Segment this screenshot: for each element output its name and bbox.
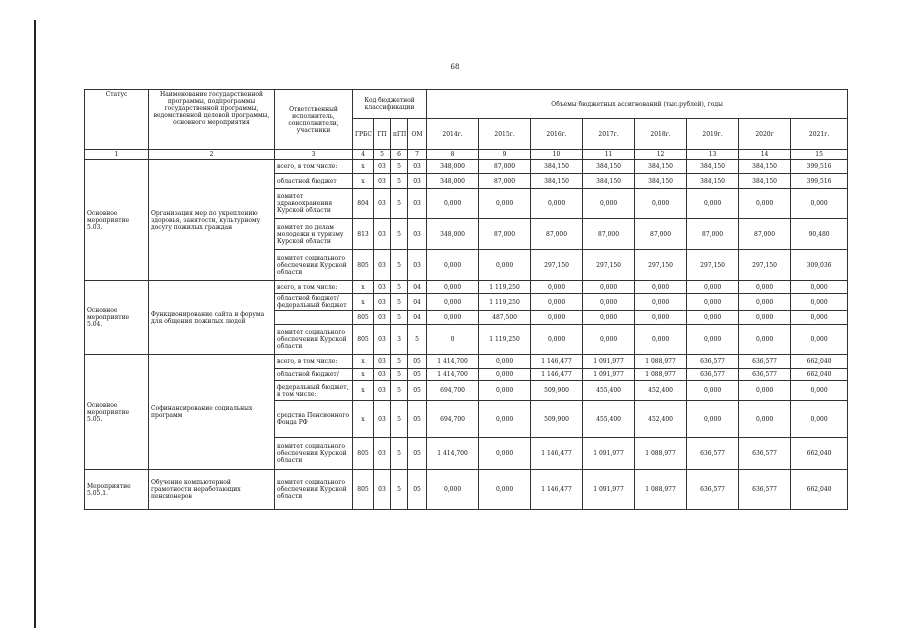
row-code-pgp: 5	[391, 401, 408, 438]
header-executor: Ответственный исполнитель, соисполнители, участники	[275, 90, 353, 150]
row-code-gp: 03	[374, 311, 391, 325]
row-executor: комитет здравоохранения Курской области	[275, 189, 353, 219]
row-value: 452,400	[635, 381, 687, 401]
row-value: 0,000	[635, 189, 687, 219]
row-status: Мероприятие 5.05.1.	[85, 470, 149, 510]
row-value: 0,000	[791, 401, 848, 438]
row-code-om: 5	[408, 325, 427, 355]
row-executor: всего, в том числе:	[275, 355, 353, 369]
column-number: 14	[739, 150, 791, 160]
row-value: 87,000	[635, 219, 687, 250]
row-value: 455,400	[583, 401, 635, 438]
row-value: 636,577	[687, 438, 739, 470]
row-value: 1 091,977	[583, 438, 635, 470]
row-value: 0,000	[687, 294, 739, 311]
row-value: 0,000	[739, 311, 791, 325]
row-value: 662,040	[791, 355, 848, 369]
row-code-om: 03	[408, 250, 427, 281]
header-year: 2014г.	[427, 119, 479, 150]
table-body	[85, 160, 848, 510]
row-executor	[275, 311, 353, 325]
row-value: 348,000	[427, 219, 479, 250]
header-year: 2020г	[739, 119, 791, 150]
row-code-grbs: 805	[353, 470, 374, 510]
row-executor: федеральный бюджет, в том числе:	[275, 381, 353, 401]
header-row-1	[85, 90, 848, 119]
row-executor: комитет по делам молодежи и туризму Курской области	[275, 219, 353, 250]
row-value: 384,150	[531, 160, 583, 174]
row-value: 1 146,477	[531, 470, 583, 510]
row-code-om: 04	[408, 294, 427, 311]
row-value: 0,000	[687, 381, 739, 401]
budget-table	[84, 89, 848, 510]
header-name: Наименование государственной программы, подпрограммы государственной программы, ведомственной целевой программы, основного мероприятия	[149, 90, 275, 150]
row-value: 0,000	[739, 294, 791, 311]
row-value: 636,577	[739, 438, 791, 470]
row-code-grbs: х	[353, 294, 374, 311]
row-code-gp: 03	[374, 369, 391, 381]
row-code-om: 05	[408, 355, 427, 369]
row-value: 0,000	[583, 325, 635, 355]
column-number: 6	[391, 150, 408, 160]
row-value: 0,000	[583, 311, 635, 325]
row-value: 0,000	[739, 189, 791, 219]
header-year: 2018г.	[635, 119, 687, 150]
row-value: 0,000	[687, 401, 739, 438]
row-value: 455,400	[583, 381, 635, 401]
row-value: 694,700	[427, 401, 479, 438]
row-executor: всего, в том числе:	[275, 160, 353, 174]
row-code-gp: 03	[374, 160, 391, 174]
row-value: 0,000	[479, 470, 531, 510]
row-code-grbs: 805	[353, 311, 374, 325]
row-code-pgp: 5	[391, 381, 408, 401]
header-year: 2017г.	[583, 119, 635, 150]
row-value: 297,150	[687, 250, 739, 281]
header-year: 2019г.	[687, 119, 739, 150]
row-program-name: Софинансирование социальных программ	[149, 355, 275, 470]
row-value: 1 414,700	[427, 438, 479, 470]
row-code-grbs: 805	[353, 438, 374, 470]
row-code-pgp: 5	[391, 470, 408, 510]
header-year: 2016г.	[531, 119, 583, 150]
row-value: 636,577	[687, 369, 739, 381]
row-executor: комитет социального обеспечения Курской области	[275, 250, 353, 281]
row-value: 87,000	[479, 174, 531, 189]
row-code-pgp: 5	[391, 369, 408, 381]
row-code-pgp: 5	[391, 250, 408, 281]
row-value: 0,000	[427, 311, 479, 325]
row-value: 399,516	[791, 174, 848, 189]
row-code-pgp: 5	[391, 174, 408, 189]
row-code-grbs: 813	[353, 219, 374, 250]
row-value: 297,150	[739, 250, 791, 281]
row-value: 1 088,977	[635, 369, 687, 381]
row-code-gp: 03	[374, 281, 391, 294]
row-code-grbs: х	[353, 401, 374, 438]
column-number: 2	[149, 150, 275, 160]
row-executor: комитет социального обеспечения Курской области	[275, 325, 353, 355]
row-value: 384,150	[635, 174, 687, 189]
row-value: 662,040	[791, 369, 848, 381]
row-executor: комитет социального обеспечения Курской области	[275, 470, 353, 510]
row-value: 384,150	[739, 160, 791, 174]
row-executor: комитет социального обеспечения Курской области	[275, 438, 353, 470]
row-value: 0,000	[531, 189, 583, 219]
row-code-grbs: х	[353, 355, 374, 369]
row-value: 1 088,977	[635, 438, 687, 470]
row-value: 0,000	[479, 438, 531, 470]
row-value: 636,577	[739, 369, 791, 381]
row-code-om: 05	[408, 438, 427, 470]
row-value: 384,150	[687, 174, 739, 189]
row-value: 384,150	[635, 160, 687, 174]
row-code-gp: 03	[374, 438, 391, 470]
row-code-pgp: 5	[391, 281, 408, 294]
row-code-om: 05	[408, 381, 427, 401]
column-number: 1	[85, 150, 149, 160]
row-code-gp: 03	[374, 219, 391, 250]
row-value: 0,000	[687, 325, 739, 355]
row-executor: областной бюджет/ федеральный бюджет	[275, 294, 353, 311]
page-number: 68	[450, 63, 460, 71]
column-number: 10	[531, 150, 583, 160]
row-code-gp: 03	[374, 250, 391, 281]
row-code-gp: 03	[374, 355, 391, 369]
row-value: 0,000	[479, 355, 531, 369]
column-number: 4	[353, 150, 374, 160]
row-value: 309,036	[791, 250, 848, 281]
row-code-grbs: х	[353, 369, 374, 381]
row-value: 0,000	[635, 281, 687, 294]
row-code-grbs: 805	[353, 325, 374, 355]
row-executor: областной бюджет	[275, 174, 353, 189]
row-code-om: 03	[408, 174, 427, 189]
row-value: 348,000	[427, 174, 479, 189]
row-value: 0,000	[479, 381, 531, 401]
row-value: 87,000	[479, 160, 531, 174]
row-code-pgp: 5	[391, 160, 408, 174]
row-value: 87,000	[531, 219, 583, 250]
row-executor: областной бюджет/	[275, 369, 353, 381]
row-value: 0,000	[791, 281, 848, 294]
row-code-om: 03	[408, 219, 427, 250]
header-budget-code: Код бюджетной классификации	[353, 90, 427, 119]
row-code-om: 04	[408, 281, 427, 294]
header-code: пГП	[391, 119, 408, 150]
row-value: 297,150	[635, 250, 687, 281]
row-value: 399,516	[791, 160, 848, 174]
column-number: 9	[479, 150, 531, 160]
row-value: 0,000	[791, 381, 848, 401]
row-value: 0,000	[791, 294, 848, 311]
header-code: ОМ	[408, 119, 427, 150]
row-code-grbs: 804	[353, 189, 374, 219]
row-program-name: Организация мер по укреплению здоровья, занятости, культурному досугу пожилых граждан	[149, 160, 275, 281]
row-value: 0,000	[739, 281, 791, 294]
row-value: 1 119,250	[479, 325, 531, 355]
row-value: 487,500	[479, 311, 531, 325]
row-executor: средства Пенсионного Фонда РФ	[275, 401, 353, 438]
row-value: 384,150	[583, 174, 635, 189]
row-value: 0,000	[635, 294, 687, 311]
row-value: 1 088,977	[635, 355, 687, 369]
row-status: Основное мероприятие 5.05.	[85, 355, 149, 470]
row-code-gp: 03	[374, 294, 391, 311]
column-number-row	[85, 150, 848, 160]
row-code-pgp: 5	[391, 294, 408, 311]
row-value: 1 146,477	[531, 369, 583, 381]
table-row	[85, 281, 848, 294]
row-value: 1 146,477	[531, 438, 583, 470]
row-code-pgp: 5	[391, 189, 408, 219]
row-status: Основное мероприятие 5.03.	[85, 160, 149, 281]
row-value: 1 088,977	[635, 470, 687, 510]
row-value: 87,000	[583, 219, 635, 250]
row-value: 384,150	[687, 160, 739, 174]
row-code-om: 04	[408, 311, 427, 325]
row-value: 0,000	[531, 294, 583, 311]
row-value: 636,577	[739, 470, 791, 510]
row-value: 0,000	[427, 281, 479, 294]
row-value: 694,700	[427, 381, 479, 401]
column-number: 13	[687, 150, 739, 160]
row-value: 1 091,977	[583, 369, 635, 381]
row-value: 384,150	[739, 174, 791, 189]
column-number: 7	[408, 150, 427, 160]
row-code-pgp: 5	[391, 355, 408, 369]
row-value: 0,000	[427, 250, 479, 281]
row-value: 0,000	[583, 189, 635, 219]
row-value: 662,040	[791, 438, 848, 470]
row-value: 0,000	[635, 311, 687, 325]
row-value: 1 146,477	[531, 355, 583, 369]
row-value: 0,000	[687, 189, 739, 219]
row-value: 0,000	[687, 281, 739, 294]
row-code-om: 05	[408, 401, 427, 438]
row-value: 636,577	[687, 470, 739, 510]
row-value: 0,000	[479, 189, 531, 219]
row-program-name: Функционирование сайта и форума для общения пожилых людей	[149, 281, 275, 355]
column-number: 5	[374, 150, 391, 160]
row-code-gp: 03	[374, 381, 391, 401]
row-value: 509,900	[531, 381, 583, 401]
header-allocations: Объемы бюджетных ассигнований (тыс.рублей), годы	[427, 90, 848, 119]
binding-line	[34, 20, 36, 628]
row-value: 384,150	[531, 174, 583, 189]
row-value: 509,900	[531, 401, 583, 438]
row-code-pgp: 5	[391, 219, 408, 250]
row-value: 0,000	[427, 470, 479, 510]
row-executor: всего, в том числе:	[275, 281, 353, 294]
row-value: 1 091,977	[583, 470, 635, 510]
row-value: 0,000	[583, 281, 635, 294]
row-value: 1 414,700	[427, 355, 479, 369]
row-value: 1 119,250	[479, 294, 531, 311]
row-code-om: 05	[408, 470, 427, 510]
row-value: 297,150	[531, 250, 583, 281]
row-value: 90,480	[791, 219, 848, 250]
row-program-name: Обучение компьютерной грамотности неработающих пенсионеров	[149, 470, 275, 510]
table-row	[85, 160, 848, 174]
row-value: 348,000	[427, 160, 479, 174]
row-value: 0,000	[479, 369, 531, 381]
row-value: 0,000	[583, 294, 635, 311]
row-value: 87,000	[687, 219, 739, 250]
row-value: 0,000	[791, 311, 848, 325]
row-value: 87,000	[739, 219, 791, 250]
row-code-gp: 03	[374, 401, 391, 438]
header-year: 2015г.	[479, 119, 531, 150]
row-code-grbs: х	[353, 281, 374, 294]
column-number: 3	[275, 150, 353, 160]
row-code-pgp: 5	[391, 311, 408, 325]
header-year: 2021г.	[791, 119, 848, 150]
row-value: 636,577	[687, 355, 739, 369]
row-value: 662,040	[791, 470, 848, 510]
row-value: 87,000	[479, 219, 531, 250]
table-row	[85, 355, 848, 369]
row-value: 0,000	[427, 189, 479, 219]
row-value: 0,000	[739, 325, 791, 355]
row-value: 1 414,700	[427, 369, 479, 381]
row-value: 0,000	[479, 401, 531, 438]
row-value: 0,000	[531, 325, 583, 355]
row-value: 1 091,977	[583, 355, 635, 369]
row-value: 384,150	[583, 160, 635, 174]
row-value: 0,000	[635, 325, 687, 355]
row-value: 0,000	[531, 311, 583, 325]
row-value: 0,000	[739, 401, 791, 438]
row-value: 1 119,250	[479, 281, 531, 294]
row-code-gp: 03	[374, 174, 391, 189]
table-row	[85, 470, 848, 510]
row-value: 452,400	[635, 401, 687, 438]
row-value: 0,000	[791, 325, 848, 355]
row-value: 0,000	[687, 311, 739, 325]
row-code-grbs: х	[353, 160, 374, 174]
column-number: 15	[791, 150, 848, 160]
row-status: Основное мероприятие 5.04.	[85, 281, 149, 355]
row-value: 636,577	[739, 355, 791, 369]
header-status: Статус	[85, 90, 149, 150]
row-code-om: 03	[408, 189, 427, 219]
row-code-grbs: 805	[353, 250, 374, 281]
row-code-om: 05	[408, 369, 427, 381]
row-code-gp: 03	[374, 325, 391, 355]
header-code: ГП	[374, 119, 391, 150]
row-value: 0,000	[531, 281, 583, 294]
row-value: 297,150	[583, 250, 635, 281]
row-code-gp: 03	[374, 470, 391, 510]
row-code-grbs: х	[353, 381, 374, 401]
column-number: 8	[427, 150, 479, 160]
row-value: 0,000	[791, 189, 848, 219]
row-value: 0	[427, 325, 479, 355]
row-value: 0,000	[739, 381, 791, 401]
row-code-pgp: 5	[391, 438, 408, 470]
row-code-pgp: 3	[391, 325, 408, 355]
row-value: 0,000	[479, 250, 531, 281]
row-code-grbs: х	[353, 174, 374, 189]
column-number: 12	[635, 150, 687, 160]
header-code: ГРБС	[353, 119, 374, 150]
row-code-gp: 03	[374, 189, 391, 219]
row-value: 0,000	[427, 294, 479, 311]
column-number: 11	[583, 150, 635, 160]
row-code-om: 03	[408, 160, 427, 174]
